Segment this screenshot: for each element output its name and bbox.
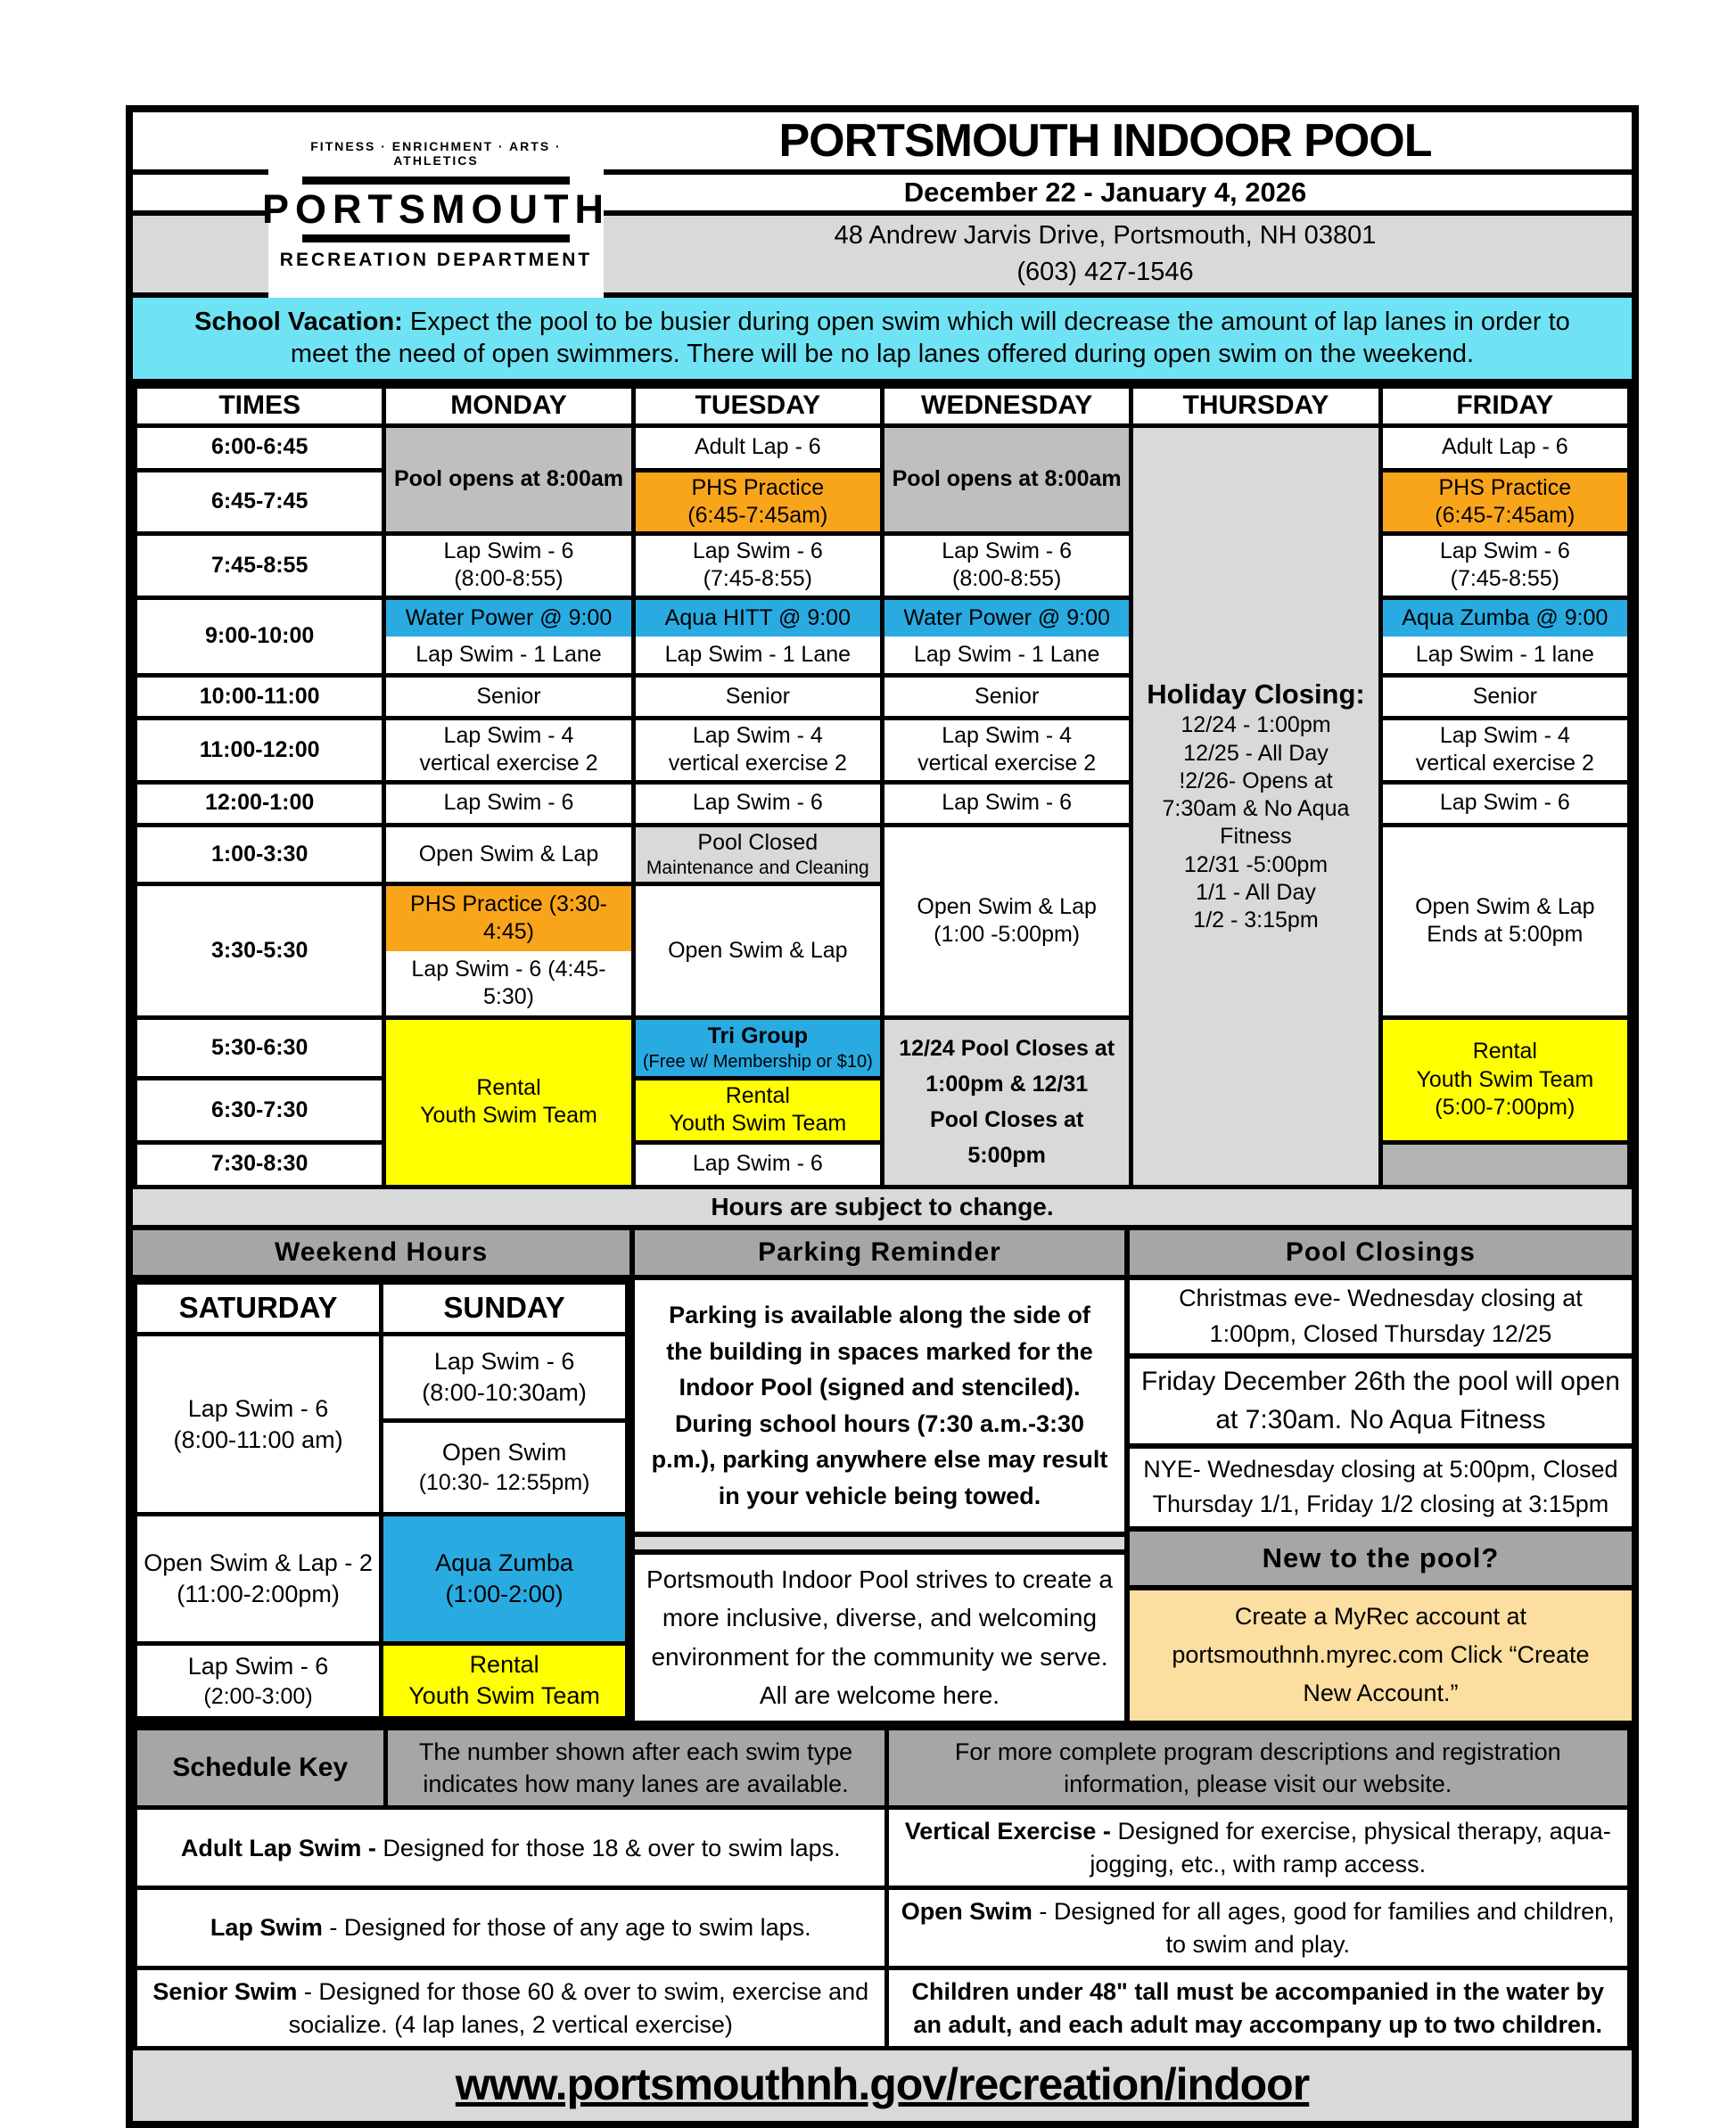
myrec-account-note: Create a MyRec account at portsmouthnh.myrec.com Click “Create New Account.” — [1130, 1590, 1632, 1721]
lap-time: (8:00-11:00 am) — [173, 1426, 343, 1453]
tuesday-lap-noon: Lap Swim - 6 — [633, 782, 882, 825]
saturday-lap-morning — [136, 1335, 382, 1515]
wednesday-lap-noon: Lap Swim - 6 — [882, 782, 1131, 825]
tuesday-open-swim: Open Swim & Lap — [633, 884, 882, 1018]
time-1200-100: 12:00-1:00 — [136, 782, 384, 825]
zumba-label: Aqua Zumba — [435, 1549, 573, 1577]
col-header-thursday: THURSDAY — [1131, 386, 1380, 425]
lap-label: Lap Swim - 6 — [433, 1348, 575, 1376]
rental-label: Rental — [725, 1083, 790, 1108]
friday-adult-lap: Adult Lap - 6 — [1380, 425, 1629, 470]
holiday-line: 12/24 - 1:00pm — [1181, 712, 1331, 738]
header — [133, 112, 1632, 298]
schedule-key-table — [133, 1726, 1632, 2051]
vertical-label: vertical exercise 2 — [1415, 751, 1594, 776]
key-text: - Designed for those of any age to swim laps. — [322, 1914, 811, 1942]
holiday-line: 1/2 - 3:15pm — [1193, 908, 1319, 933]
thursday-holiday-closing — [1131, 425, 1380, 1187]
lap-label: Lap Swim - 6 — [443, 538, 574, 563]
holiday-line: 12/31 -5:00pm — [1183, 851, 1329, 877]
key-label: Open Swim — [901, 1898, 1033, 1926]
monday-senior: Senior — [384, 676, 633, 719]
aqua-lap: Lap Swim - 1 Lane — [913, 641, 1100, 667]
monday-lap-noon: Lap Swim - 6 — [384, 782, 633, 825]
open-time: (1:00 -5:00pm) — [934, 922, 1081, 948]
key-text: Designed for exercise, physical therapy, aqua-jogging, etc., with ramp access. — [1090, 1818, 1611, 1877]
lap-time: (7:45-8:55) — [1450, 566, 1559, 592]
friday-lap-noon: Lap Swim - 6 — [1380, 782, 1629, 825]
key-vertical-exercise — [886, 1808, 1630, 1888]
lap-time: (8:00-8:55) — [952, 566, 1062, 592]
open-label: Open Swim & Lap — [917, 894, 1097, 919]
key-senior-swim — [136, 1968, 887, 2049]
col-header-times: TIMES — [136, 386, 384, 425]
time-600-645: 6:00-6:45 — [136, 425, 384, 470]
time-100-330: 1:00-3:30 — [136, 825, 384, 884]
closed-reason: Maintenance and Cleaning — [646, 857, 869, 878]
key-text: Designed for those 18 & over to swim laps. — [375, 1834, 841, 1861]
footer-band — [133, 2050, 1632, 2121]
vacation-label: School Vacation: — [194, 308, 403, 336]
zumba-time: (1:00-2:00) — [445, 1581, 564, 1608]
open-label: Open Swim — [441, 1439, 567, 1467]
lap-label: Lap Swim - 4 — [1439, 723, 1570, 748]
lap-late: Lap Swim - 6 (4:45-5:30) — [411, 956, 606, 1009]
pool-schedule-flyer — [126, 105, 1639, 2128]
vacation-text: Expect the pool to be busier during open swim which will decrease the amount of lap lanes in order to meet the need of open swimmers. There will be no lap lanes offered during open swim on the weekend. — [290, 308, 1570, 369]
friday-senior: Senior — [1380, 676, 1629, 719]
closing-item-dec26: Friday December 26th the pool will open at 7:30am. No Aqua Fitness — [1130, 1359, 1632, 1449]
lap-time: (7:45-8:55) — [703, 566, 812, 592]
rental-team: Youth Swim Team — [408, 1682, 600, 1710]
tuesday-rental — [633, 1079, 882, 1143]
friday-open-swim — [1380, 825, 1629, 1018]
tuesday-pool-closed — [633, 825, 882, 884]
key-adult-lap-swim — [136, 1808, 887, 1888]
saturday-open-swim — [136, 1515, 382, 1644]
wednesday-senior: Senior — [882, 676, 1131, 719]
saturday-header: SATURDAY — [136, 1282, 382, 1335]
key-label: Adult Lap Swim - — [180, 1834, 376, 1861]
aqua-lap: Lap Swim - 1 lane — [1415, 641, 1594, 667]
phs-time: (6:45-7:45am) — [687, 502, 828, 528]
vertical-label: vertical exercise 2 — [668, 751, 847, 776]
lap-time: (8:00-10:30am) — [422, 1379, 587, 1407]
phs-label: PHS Practice — [1438, 474, 1572, 500]
time-900-1000: 9:00-10:00 — [136, 597, 384, 676]
recreation-department-logo — [262, 112, 610, 298]
logo-bar-bottom — [302, 234, 570, 242]
time-530-630: 5:30-6:30 — [136, 1018, 384, 1079]
lap-label: Lap Swim - 6 — [942, 538, 1073, 563]
tuesday-lap-morning — [633, 534, 882, 598]
phs-label: PHS Practice (3:30-4:45) — [386, 886, 630, 951]
rental-team: Youth Swim Team — [669, 1111, 847, 1137]
monday-open-swim: Open Swim & Lap — [384, 825, 633, 884]
holiday-line: 1/1 - All Day — [1196, 879, 1316, 905]
time-630-730: 6:30-7:30 — [136, 1079, 384, 1143]
holiday-line: 12/25 - All Day — [1183, 740, 1329, 766]
pool-closings-title: Pool Closings — [1130, 1230, 1632, 1280]
rental-label: Rental — [476, 1075, 541, 1100]
lap-label: Lap Swim - 4 — [692, 723, 823, 748]
friday-evening-closed — [1380, 1142, 1629, 1187]
holiday-line: !2/26- Opens at 7:30am & No Aqua Fitness — [1162, 768, 1350, 850]
logo-tagline: FITNESS · ENRICHMENT · ARTS · ATHLETICS — [310, 139, 562, 168]
lap-time: (8:00-8:55) — [454, 566, 564, 592]
wednesday-closes-note: 12/24 Pool Closes at 1:00pm & 12/31 Pool Closes at 5:00pm — [882, 1018, 1131, 1187]
wednesday-open-swim — [882, 825, 1131, 1018]
open-time: (10:30- 12:55pm) — [418, 1470, 590, 1496]
wednesday-pool-opens: Pool opens at 8:00am — [882, 425, 1131, 534]
col-header-tuesday: TUESDAY — [633, 386, 882, 425]
lap-label: Lap Swim - 6 — [1439, 538, 1570, 563]
monday-pool-opens: Pool opens at 8:00am — [384, 425, 633, 534]
pool-closings-column — [1130, 1230, 1632, 1721]
monday-rental — [384, 1018, 633, 1187]
aqua-lap: Lap Swim - 1 Lane — [415, 641, 602, 667]
aqua-class: Water Power @ 9:00 — [386, 600, 630, 637]
key-open-swim — [886, 1888, 1630, 1968]
lap-label: Lap Swim - 6 — [187, 1652, 329, 1680]
sunday-open-swim — [382, 1421, 628, 1515]
wednesday-lap-vertical — [882, 719, 1131, 783]
tri-group-label: Tri Group — [707, 1023, 809, 1049]
sunday-aqua-zumba — [382, 1515, 628, 1644]
col-header-wednesday: WEDNESDAY — [882, 386, 1131, 425]
spacer-band — [635, 1537, 1124, 1554]
holiday-closing-title: Holiday Closing: — [1147, 678, 1365, 710]
time-730-830: 7:30-8:30 — [136, 1142, 384, 1187]
aqua-class: Aqua HITT @ 9:00 — [636, 600, 880, 637]
open-label: Open Swim & Lap - 2 — [144, 1549, 373, 1577]
open-time: Ends at 5:00pm — [1427, 922, 1584, 948]
parking-reminder-text: Parking is available along the side of the building in spaces marked for the Indoor Pool (signed and stenciled). During school hours (7:30 a.m.-3:30 p.m.), parking anywhere else may result in your vehicle being towed. — [635, 1280, 1124, 1538]
new-to-pool-title: New to the pool? — [1130, 1532, 1632, 1590]
weekend-table — [133, 1280, 629, 1721]
logo-bar-top — [302, 177, 570, 185]
friday-lap-vertical — [1380, 719, 1629, 783]
lap-time: (2:00-3:00) — [203, 1683, 313, 1709]
phone-number: (603) 427-1546 — [1016, 258, 1194, 286]
aqua-class: Water Power @ 9:00 — [884, 600, 1129, 637]
time-745-855: 7:45-8:55 — [136, 534, 384, 598]
open-time: (11:00-2:00pm) — [177, 1581, 340, 1608]
monday-lap-morning — [384, 534, 633, 598]
sunday-header: SUNDAY — [382, 1282, 628, 1335]
date-range: December 22 - January 4, 2026 — [133, 175, 1632, 216]
hours-note: Hours are subject to change. — [133, 1189, 1632, 1230]
schedule-key-note: The number shown after each swim type indicates how many lanes are available. — [385, 1728, 886, 1808]
lap-label: Lap Swim - 6 — [187, 1394, 329, 1422]
tuesday-tri-group — [633, 1018, 882, 1079]
mission-statement: Portsmouth Indoor Pool strives to create a more inclusive, diverse, and welcoming environment for the community we serve. All are welcome here. — [646, 1565, 1113, 1710]
tri-group-price: (Free w/ Membership or $10) — [642, 1051, 873, 1072]
tuesday-aqua-fitness — [633, 597, 882, 676]
parking-column — [635, 1230, 1130, 1721]
rental-label: Rental — [469, 1651, 539, 1679]
open-label: Open Swim & Lap — [1415, 894, 1595, 919]
weekday-schedule-table — [133, 384, 1632, 1189]
time-330-530: 3:30-5:30 — [136, 884, 384, 1018]
col-header-friday: FRIDAY — [1380, 386, 1629, 425]
col-header-monday: MONDAY — [384, 386, 633, 425]
rental-label: Rental — [1472, 1039, 1537, 1064]
phs-time: (6:45-7:45am) — [1435, 502, 1576, 528]
saturday-lap-afternoon — [136, 1644, 382, 1718]
time-1100-1200: 11:00-12:00 — [136, 719, 384, 783]
tuesday-senior: Senior — [633, 676, 882, 719]
sunday-rental — [382, 1644, 628, 1718]
website-url: www.portsmouthnh.gov/recreation/indoor — [455, 2059, 1310, 2109]
monday-aqua-fitness — [384, 597, 633, 676]
closed-label: Pool Closed — [697, 829, 819, 855]
lap-label: Lap Swim - 6 — [692, 538, 823, 563]
aqua-lap: Lap Swim - 1 Lane — [664, 641, 852, 667]
school-vacation-notice — [133, 298, 1632, 384]
lower-section — [133, 1230, 1632, 1726]
schedule-key-title: Schedule Key — [136, 1728, 386, 1808]
weekend-hours-column — [133, 1230, 635, 1721]
wednesday-aqua-fitness — [882, 597, 1131, 676]
lap-label: Lap Swim - 4 — [942, 723, 1073, 748]
children-supervision-note: Children under 48" tall must be accompanied in the water by an adult, and each adult may accompany up to two children. — [886, 1968, 1630, 2049]
address-line: 48 Andrew Jarvis Drive, Portsmouth, NH 03801 — [834, 221, 1377, 251]
rental-time: (5:00-7:00pm) — [1435, 1094, 1576, 1120]
parking-reminder-title: Parking Reminder — [635, 1230, 1124, 1280]
time-1000-1100: 10:00-11:00 — [136, 676, 384, 719]
website-note: For more complete program descriptions and registration information, please visit our website. — [886, 1728, 1630, 1808]
vertical-label: vertical exercise 2 — [419, 751, 598, 776]
friday-lap-morning — [1380, 534, 1629, 598]
key-label: Lap Swim — [210, 1914, 323, 1942]
rental-team: Youth Swim Team — [420, 1103, 597, 1129]
key-lap-swim — [136, 1888, 887, 1968]
tuesday-lap-vertical — [633, 719, 882, 783]
monday-lap-vertical — [384, 719, 633, 783]
logo-name: PORTSMOUTH — [262, 186, 610, 232]
closing-item-christmas: Christmas eve- Wednesday closing at 1:00pm, Closed Thursday 12/25 — [1130, 1280, 1632, 1359]
key-label: Senior Swim — [152, 1978, 298, 2006]
page-title: PORTSMOUTH INDOOR POOL — [133, 112, 1632, 175]
phs-label: PHS Practice — [691, 474, 825, 500]
sunday-lap-morning — [382, 1335, 628, 1421]
vertical-label: vertical exercise 2 — [917, 751, 1097, 776]
key-text: - Designed for all ages, good for families and children, to swim and play. — [1032, 1898, 1615, 1958]
key-text: - Designed for those 60 & over to swim, exercise and socialize. (4 lap lanes, 2 vertical exercise) — [288, 1978, 869, 2038]
aqua-class: Aqua Zumba @ 9:00 — [1383, 600, 1627, 637]
friday-rental — [1380, 1018, 1629, 1143]
weekend-hours-title: Weekend Hours — [133, 1230, 629, 1280]
tuesday-adult-lap: Adult Lap - 6 — [633, 425, 882, 470]
time-645-745: 6:45-7:45 — [136, 470, 384, 534]
key-label: Vertical Exercise - — [904, 1818, 1111, 1845]
tuesday-phs-practice — [633, 470, 882, 534]
logo-department: RECREATION DEPARTMENT — [279, 250, 593, 270]
closing-item-nye: NYE- Wednesday closing at 5:00pm, Closed Thursday 1/1, Friday 1/2 closing at 3:15pm — [1130, 1449, 1632, 1532]
friday-phs-practice — [1380, 470, 1629, 534]
friday-aqua-fitness — [1380, 597, 1629, 676]
wednesday-lap-morning — [882, 534, 1131, 598]
monday-phs-lap — [384, 884, 633, 1018]
rental-team: Youth Swim Team — [1416, 1066, 1594, 1092]
tuesday-lap-evening: Lap Swim - 6 — [633, 1142, 882, 1187]
lap-label: Lap Swim - 4 — [443, 723, 574, 748]
